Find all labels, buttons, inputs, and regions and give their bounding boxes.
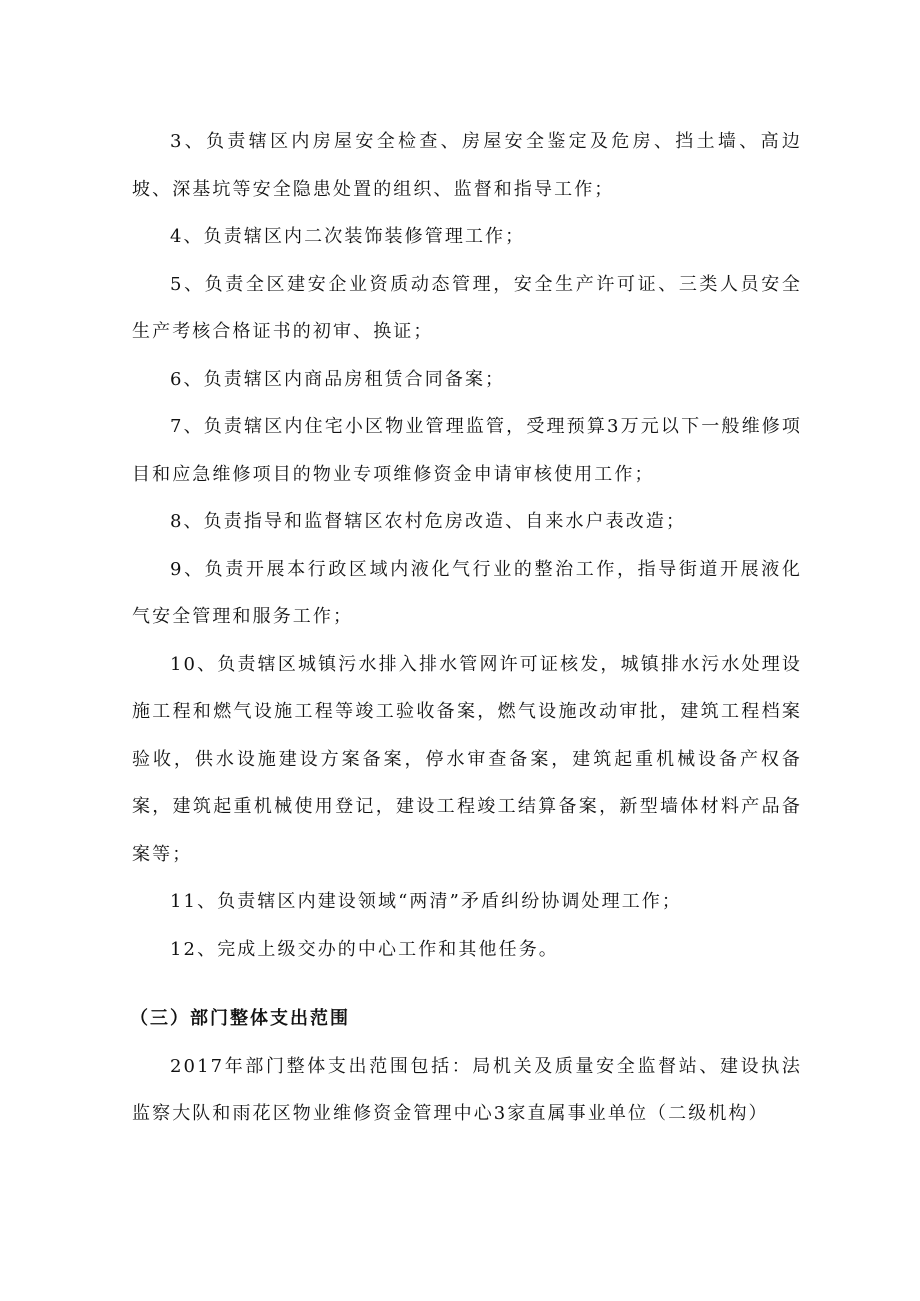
section-heading: （三）部门整体支出范围 — [130, 1008, 350, 1029]
item-6: 6、负责辖区内商品房租赁合同备案； — [170, 368, 506, 390]
item-8: 8、负责指导和监督辖区农村危房改造、自来水户表改造； — [170, 511, 687, 532]
item-12: 12、完成上级交办的中心工作和其他任务。 — [170, 938, 559, 960]
item-9: 9、负责开展本行政区域内液化气行业的整治工作，指导街道开展液化气安全管理和服务工作； — [132, 558, 802, 627]
item-5: 5、负责全区建安企业资质动态管理，安全生产许可证、三类人员安全生产考核合格证书的初审、换证； — [132, 273, 802, 342]
item-10: 10、负责辖区城镇污水排入排水管网许可证核发，城镇排水污水处理设施工程和燃气设施工程等竣工验收备案，燃气设施改动审批，建筑工程档案验收，供水设施建设方案备案，停水审查备案，建筑起重机械设备产权备案，建筑起重机械使用登记，建设工程竣工结算备案，新型墙体材料产品备案等； — [132, 653, 802, 865]
item-3: 3、负责辖区内房屋安全检查、房屋安全鉴定及危房、挡土墙、高边坡、深基坑等安全隐患处置的组织、监督和指导工作； — [132, 131, 802, 200]
item-7: 7、负责辖区内住宅小区物业管理监管，受理预算3万元以下一般维修项目和应急维修项目的物业专项维修资金申请审核使用工作； — [132, 416, 802, 485]
item-11: 11、负责辖区内建设领域“两清”矛盾纠纷协调处理工作； — [170, 891, 683, 912]
section-body: 2017年部门整体支出范围包括：局机关及质量安全监督站、建设执法监察大队和雨花区物业维修资金管理中心3家直属事业单位（二级机构） — [132, 1055, 802, 1124]
item-4: 4、负责辖区内二次装饰装修管理工作； — [170, 226, 526, 247]
